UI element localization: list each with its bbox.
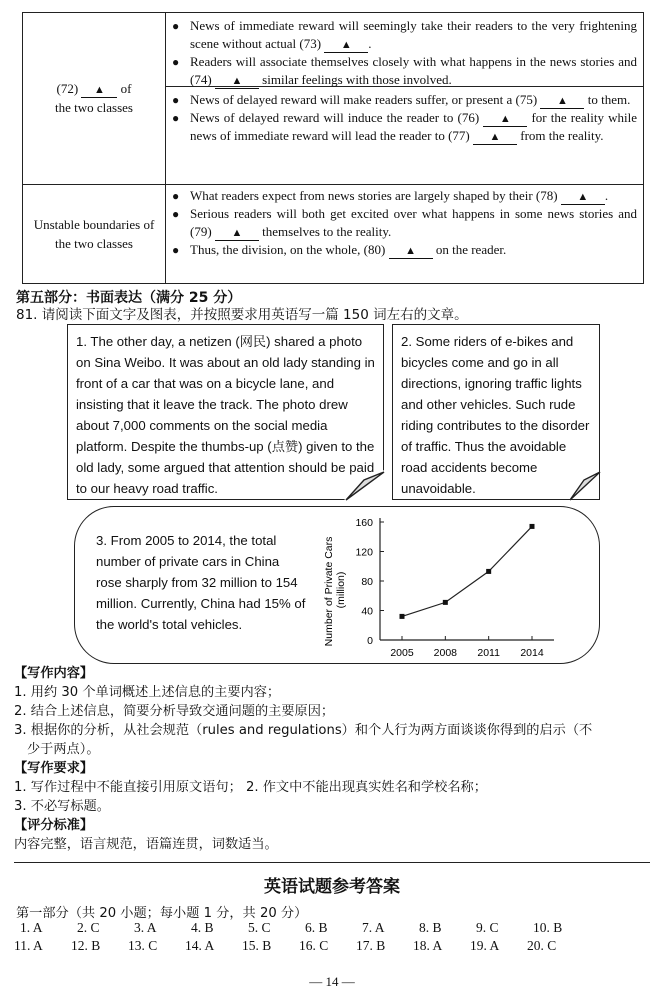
- answer-item: 7. A: [362, 920, 385, 935]
- row2-content: [166, 184, 644, 283]
- page-number: — 14 —: [309, 974, 355, 989]
- req-line: 3. 不必写标题。: [14, 799, 110, 814]
- answer-item: 15. B: [242, 938, 272, 953]
- content-line: 3. 根据你的分析，从社会规范（rules and regulations）和个人行为两方面谈谈你得到的启示（不: [14, 723, 593, 738]
- grade-title: 【评分标准】: [14, 818, 94, 833]
- answer-item: 11. A: [14, 938, 43, 953]
- content-line: 2. 结合上述信息，简要分析导致交通问题的主要原因；: [14, 704, 335, 719]
- x-tick-label: 2011: [477, 647, 500, 659]
- answer-item: 9. C: [476, 920, 499, 935]
- req-title: 【写作要求】: [14, 761, 94, 776]
- answer-item: 12. B: [71, 938, 101, 953]
- part5-title: 第五部分：书面表达（满分 25 分）: [16, 290, 242, 306]
- req-line: 1. 写作过程中不能直接引用原文语句； 2. 作文中不能出现真实姓名和学校名称；: [14, 780, 487, 795]
- row1-content: [166, 13, 644, 185]
- bullet-item: ● What readers expect from news stories are largely shaped by their (78) ▲ .: [172, 187, 609, 203]
- ylabel-line2: (million): [335, 571, 347, 609]
- data-point: [486, 569, 491, 574]
- answer-item: 14. A: [185, 938, 215, 953]
- answers-row-2: [14, 938, 584, 954]
- page-fold-icon: [566, 470, 602, 502]
- data-point: [400, 614, 405, 619]
- y-tick-label: 40: [361, 605, 373, 618]
- answer-item: 8. B: [419, 920, 442, 935]
- bullet-item: ● Serious readers will both get excited over what happens in some news stories and (79) ▲ themselves to the reality.: [172, 205, 637, 239]
- data-point: [443, 600, 448, 605]
- info-box-3: 3. From 2005 to 2014, the total number of private cars in China rose sharply from 32 million to 154 million. Currently, China had 15% of the world's total vehicles.: [96, 533, 306, 632]
- answer-item: 13. C: [128, 938, 158, 953]
- y-tick-label: 120: [355, 546, 373, 559]
- answer-item: 10. B: [533, 920, 563, 935]
- content-line: 1. 用约 30 个单词概述上述信息的主要内容；: [14, 685, 281, 700]
- x-tick-label: 2014: [520, 647, 544, 659]
- bullet-item: ● News of delayed reward will induce the reader to (76) ▲ for the reality while news of immediate reward will lead the reader to (77) ▲ from the reality.: [172, 110, 637, 143]
- answer-item: 5. C: [248, 920, 271, 935]
- private-cars-chart: [322, 512, 562, 662]
- answer-item: 18. A: [413, 938, 443, 953]
- x-tick-label: 2008: [433, 647, 458, 659]
- ylabel-line1: Number of Private Cars: [323, 536, 335, 647]
- requirements: [14, 664, 654, 854]
- bullet-item: ● Thus, the division, on the whole, (80) ▲ on the reader.: [172, 241, 507, 257]
- y-tick-label: 160: [355, 517, 373, 529]
- page-fold-icon: [340, 470, 386, 502]
- chart-ylabel: [323, 534, 347, 647]
- answer-item: 16. C: [299, 938, 329, 953]
- row1-label: (72) ▲ of the two classes: [23, 13, 166, 185]
- bullet-item: ● News of immediate reward will seemingly take their readers to the very frightening scene without actual (73) ▲ .: [172, 18, 637, 51]
- answer-item: 3. A: [134, 920, 157, 935]
- row2-label: Unstable boundaries of the two classes: [23, 184, 166, 283]
- grade-line: 内容完整，语言规范，语篇连贯，词数适当。: [14, 837, 278, 852]
- content-line: 少于两点）。: [27, 742, 100, 757]
- part5-instruction: 81. 请阅读下面文字及图表，并按照要求用英语写一篇 150 词左右的文章。: [16, 307, 468, 323]
- answer-table: [22, 12, 644, 284]
- answers-subtitle: 第一部分（共 20 小题；每小题 1 分，共 20 分）: [16, 906, 308, 921]
- answer-item: 4. B: [191, 920, 214, 935]
- series-line: [402, 526, 532, 616]
- data-point: [530, 524, 535, 529]
- x-tick-label: 2005: [390, 647, 414, 659]
- bullet-item: ● Readers will associate themselves closely with what happens in the news stories and (74) ▲ similar feelings with those involved.: [172, 54, 637, 87]
- bullet-item: ● News of delayed reward will make readers suffer, or present a (75) ▲ to them.: [172, 92, 631, 107]
- answer-item: 17. B: [356, 938, 386, 953]
- y-tick-label: 0: [367, 635, 373, 647]
- answer-item: 1. A: [20, 920, 43, 935]
- y-tick-label: 80: [361, 576, 373, 588]
- answer-item: 6. B: [305, 920, 328, 935]
- answers-title: 英语试题参考答案: [264, 877, 400, 897]
- content-title: 【写作内容】: [14, 666, 94, 681]
- info-box-2: 2. Some riders of e-bikes and bicycles come and go in all directions, ignoring traffic lights and other vehicles. Such rude riding contributes to the disorder of traffic. Thus the avoidable road accidents become unavoidable.: [392, 324, 600, 500]
- answer-item: 19. A: [470, 938, 500, 953]
- divider: [14, 862, 650, 863]
- answer-item: 2. C: [77, 920, 100, 935]
- answers-row-1: [20, 920, 590, 936]
- answer-item: 20. C: [527, 938, 557, 953]
- info-box-1: 1. The other day, a netizen (网民) shared a photo on Sina Weibo. It was about an old lady standing in front of a car that was on a bicycle lane, and insisting that it leave the track. The photo drew about 7,000 comments on the social media platform. Despite the thumbs-up (点赞) given to the old lady, some argued that attention should be paid to our heavy road traffic.: [67, 324, 384, 500]
